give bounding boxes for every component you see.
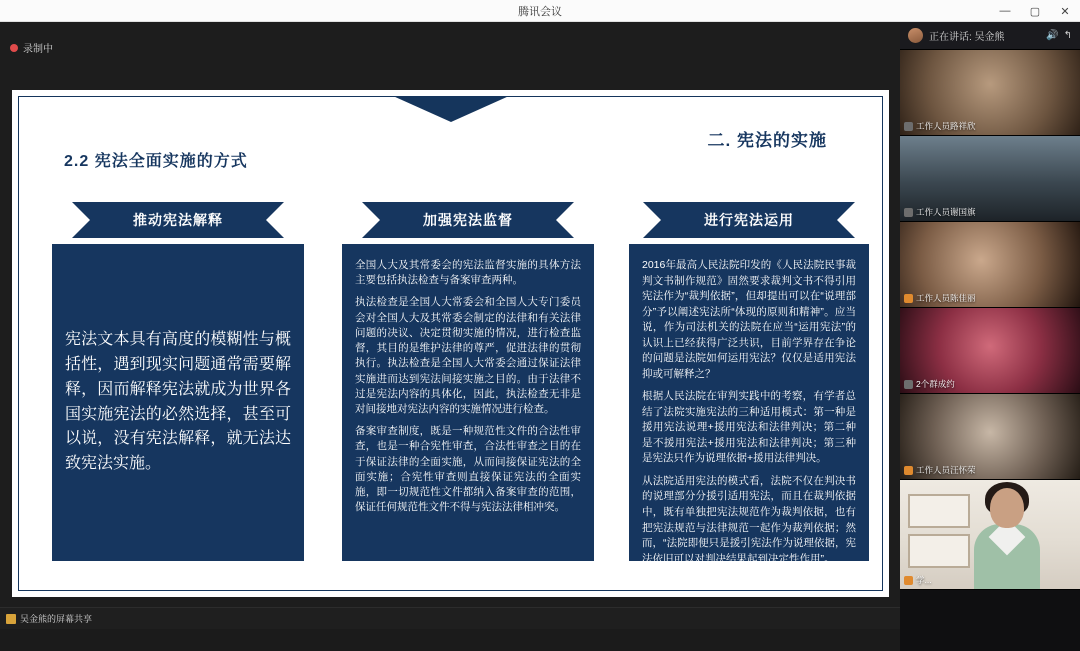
- share-taskbar-label: 吴金熊的屏幕共享: [20, 614, 93, 624]
- column-3-paragraph-3: 从法院适用宪法的模式看，法院不仅在判决书的说理部分分援引适用宪法，而且在裁判依据中，既有单独把宪法规范作为裁判依据，也有把宪法规范与法律规范一起作为裁判依据；然而，“法院即便只是援引宪法作为说理依据，宪法依旧可以对判决结果起到决定性作用”。: [642, 474, 856, 565]
- participant-name-row: [904, 378, 955, 390]
- slide-top-notch: [393, 96, 509, 122]
- window-controls: [990, 0, 1080, 22]
- participant-name-row: [904, 292, 976, 304]
- speaker-bar-icons: [1046, 30, 1072, 41]
- participants-rail: [900, 22, 1080, 651]
- participant-tile[interactable]: [900, 136, 1080, 222]
- mic-icon: [904, 576, 913, 585]
- column-3-paragraph-1: 2016年最高人民法院印发的《人民法院民事裁判文书制作规范》固然要求裁判文书不得引用宪法作为“裁判依据”，但却提出可以在“说理部分”予以阐述宪法所“体现的原则和精神”。应当说，作为司法机关的法院在应当“运用宪法”的认识上已经获得广泛共识，目前学界存在争论的问题是法院如何运用宪法？仅仅是适用宪法抑或可解释之？: [642, 259, 856, 380]
- column-3-paragraph-2: 根据人民法院在审判实践中的考察，有学者总结了法院实施宪法的三种适用模式：第一种是援用宪法说理+援用宪法和法律判决；第二种是不援用宪法+援用宪法和法律判决；第三种是宪法只作为说理依据+援用法律判决。: [642, 390, 856, 465]
- participant-name: 工作人员路祥欣: [916, 121, 976, 131]
- mic-icon: [904, 380, 913, 389]
- self-video: [900, 480, 1080, 589]
- recording-label: 录制中: [23, 44, 53, 55]
- slide-subsection-title: 2.2 宪法全面实施的方式: [64, 153, 248, 170]
- background-shelf-top: [908, 494, 970, 528]
- minimize-button[interactable]: —: [999, 5, 1011, 17]
- column-2-body: [342, 244, 594, 561]
- participant-name: 工作人员汪怀荣: [916, 465, 976, 475]
- column-1-paragraph-1: 宪法文本具有高度的模糊性与概括性，遇到现实问题通常需要解释，因而解释宪法就成为世界各国实施宪法的必然选择，甚至可以说，没有宪法解释，就无法达致宪法实施。: [65, 331, 291, 473]
- slide-column-2: [342, 202, 594, 561]
- column-2-paragraph-3: 备案审查制度，既是一种规范性文件的合法性审查，也是一种合宪性审查，合法性审查之目的在于保证法律的全面实施，从而间接保证宪法的全面实施；合宪性审查则直接保证宪法的全面实施，即一切规范性文件都纳入备案审查的范围，保证任何规范性文件不得与宪法法律相冲突。: [355, 425, 581, 514]
- mic-icon: [904, 294, 913, 303]
- pin-icon[interactable]: ↰: [1063, 30, 1072, 41]
- column-3-heading: 进行宪法运用: [661, 202, 837, 238]
- participant-name: 工作人员谢国旗: [916, 207, 976, 217]
- maximize-button[interactable]: ▢: [1029, 5, 1041, 18]
- close-button[interactable]: ✕: [1060, 5, 1070, 18]
- shared-screen-stage: [0, 22, 900, 629]
- mic-icon: [904, 466, 913, 475]
- column-2-heading: 加强宪法监督: [380, 202, 556, 238]
- participant-name: 工作人员陈佳丽: [916, 293, 976, 303]
- recording-indicator: [10, 40, 53, 55]
- share-app-icon: [6, 614, 16, 624]
- column-3-body: [629, 244, 869, 565]
- column-1-body: [52, 244, 304, 561]
- participant-tile[interactable]: [900, 222, 1080, 308]
- slide-section-title: 二. 宪法的实施: [707, 131, 827, 150]
- self-person: [972, 488, 1042, 590]
- participant-name-row: [904, 206, 976, 218]
- presentation-slide: [12, 90, 889, 597]
- window-title: 腾讯会议: [518, 5, 562, 18]
- active-speaker-label: 正在讲话: 吴金熊: [929, 32, 1005, 43]
- volume-icon[interactable]: 🔊: [1046, 30, 1059, 41]
- participant-name: 2个群成约: [916, 379, 955, 389]
- slide-column-3: [629, 202, 869, 565]
- share-taskbar: [0, 607, 900, 629]
- share-taskbar-item[interactable]: [6, 612, 92, 625]
- participant-tile[interactable]: [900, 308, 1080, 394]
- mic-icon: [904, 122, 913, 131]
- slide-column-1: [52, 202, 304, 561]
- column-2-paragraph-2: 执法检查是全国人大常委会和全国人大专门委员会对全国人大及其常委会制定的法律和有关法律问题的决议、决定贯彻实施的情况，进行检查监督，其目的是维护法律的尊严，促进法律的贯彻执行。执法检查是全国人大常委会通过保证法律实施进而达到宪法间接实施之目的。由于法律不过是宪法内容的具体化，因此，执法检查无非是对间接地对宪法内容的实施情况进行检查。: [355, 296, 581, 415]
- self-video-tile[interactable]: [900, 480, 1080, 590]
- column-2-paragraph-1: 全国人大及其常委会的宪法监督实施的具体方法主要包括执法检查与备案审查两种。: [355, 259, 581, 287]
- active-speaker-avatar: [908, 28, 923, 43]
- person-head: [990, 488, 1024, 528]
- column-1-heading: 推动宪法解释: [90, 202, 266, 238]
- active-speaker-bar: [900, 22, 1080, 50]
- participant-tile[interactable]: [900, 50, 1080, 136]
- participant-name: 学...: [916, 575, 932, 585]
- background-shelf-bottom: [908, 534, 970, 568]
- participant-name-row: [904, 574, 932, 586]
- record-dot-icon: [10, 44, 18, 52]
- window-title-bar: [0, 0, 1080, 22]
- participant-name-row: [904, 120, 976, 132]
- participant-name-row: [904, 464, 976, 476]
- mic-icon: [904, 208, 913, 217]
- participant-tile[interactable]: [900, 394, 1080, 480]
